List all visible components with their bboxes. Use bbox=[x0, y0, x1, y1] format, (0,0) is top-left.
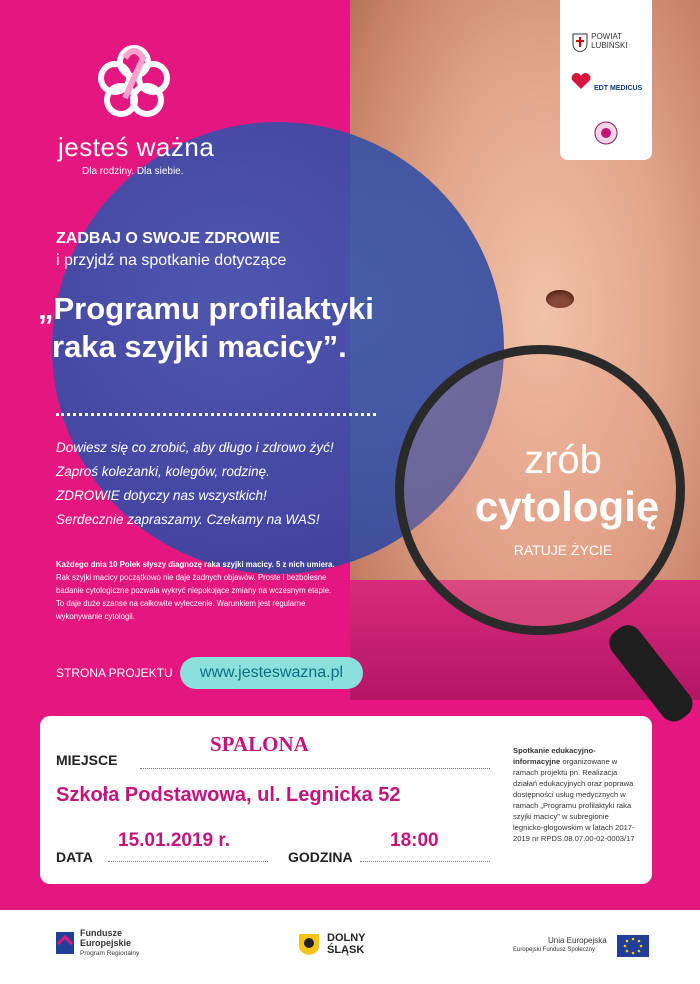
date-value: 15.01.2019 r. bbox=[118, 830, 230, 851]
heart-icon bbox=[570, 72, 592, 90]
program-title bbox=[38, 290, 458, 366]
eu-line2: Europejski Fundusz Społeczny bbox=[513, 947, 596, 953]
invitation-line: Zaproś koleżanki, kolegów, rodzinę. bbox=[56, 464, 270, 479]
place-city: SPALONA bbox=[210, 732, 309, 756]
project-info-bold: Spotkanie edukacyjno-informacyjne bbox=[513, 746, 596, 766]
slogan-cytologie: cytologię bbox=[474, 483, 660, 530]
info-bold-line: Każdego dnia 10 Polek słyszy diagnozę raka szyjki macicy. 5 z nich umiera. bbox=[56, 560, 335, 569]
slogan-zrob: zrób bbox=[524, 438, 602, 482]
round-emblem-icon bbox=[593, 120, 619, 146]
association-logo bbox=[560, 120, 652, 148]
info-line: Rak szyjki macicy początkowo nie daje żadnych objawów. Proste i bezbolesne bbox=[56, 573, 327, 582]
heading-line1: ZADBAJ O SWOJE ZDROWIE bbox=[56, 230, 281, 247]
title-line1: „Programu profilaktyki bbox=[38, 291, 374, 326]
eu-stars-icon bbox=[617, 935, 649, 957]
time-line bbox=[360, 861, 490, 862]
time-label: GODZINA bbox=[288, 849, 353, 865]
navel bbox=[546, 290, 574, 308]
footer bbox=[0, 910, 700, 984]
powiat-logo: POWIAT LUBIŃSKI bbox=[560, 32, 652, 54]
dotted-divider bbox=[56, 413, 376, 416]
date-label: DATA bbox=[56, 849, 93, 865]
place-label: MIEJSCE bbox=[56, 752, 118, 768]
time-value: 18:00 bbox=[390, 830, 439, 851]
project-label: STRONA PROJEKTU bbox=[56, 666, 173, 680]
brand-tagline: Dla rodziny. Dla siebie. bbox=[82, 166, 184, 177]
brand-name: jesteś ważna bbox=[58, 132, 215, 162]
date-line bbox=[108, 861, 268, 862]
fundusze-logo-icon bbox=[54, 930, 76, 956]
info-line: wykonywanie cytologii. bbox=[56, 612, 135, 621]
coat-of-arms-icon bbox=[571, 32, 589, 52]
heading-line2: i przyjdź na spotkanie dotyczące bbox=[56, 252, 287, 269]
project-info-text: organizowane w ramach projektu pn. Realizacja działań edukacyjnych oraz poprawa dostępności usług medycznych w ramach „Programu profilaktyki raka szyjki macicy” w subregionie legnicko-głogowskim w latach 2017-2019 nr RPDS.08.07.00-02-0003/17 bbox=[513, 757, 635, 843]
ribbon-flower-icon bbox=[95, 40, 173, 120]
fe-line2: Europejskie bbox=[80, 938, 132, 948]
invitation-list bbox=[56, 436, 334, 532]
ds-line1: DOLNY bbox=[327, 932, 366, 944]
invitation-line: Serdecznie zapraszamy. Czekamy na WAS! bbox=[56, 512, 320, 527]
fe-line3: Program Regionalny bbox=[80, 950, 140, 957]
partner-logos bbox=[560, 0, 652, 160]
eu-line1: Unia Europejska bbox=[548, 936, 607, 945]
info-paragraph bbox=[56, 558, 406, 623]
ds-line2: ŚLĄSK bbox=[327, 944, 365, 956]
project-url-link[interactable]: www.jesteswazna.pl bbox=[180, 657, 363, 689]
edt-medicus-logo: EDT MEDICUS bbox=[560, 72, 652, 92]
info-line: To daje duże szanse na całkowite wyleczenie. Warunkiem jest regularne bbox=[56, 599, 306, 608]
invitation-line: ZDROWIE dotyczy nas wszystkich! bbox=[56, 488, 267, 503]
eagle-shield-icon bbox=[297, 932, 321, 956]
project-info bbox=[513, 745, 641, 844]
title-line2: raka szyjki macicy”. bbox=[52, 329, 347, 364]
place-line bbox=[140, 768, 490, 769]
invitation-line: Dowiesz się co zrobić, aby długo i zdrowo żyć! bbox=[56, 440, 334, 455]
info-line: badanie cytologiczne pozwala wykryć niepokojące zmiany na wczesnym etapie. bbox=[56, 586, 332, 595]
slogan-ratuje: RATUJE ŻYCIE bbox=[513, 542, 613, 558]
eu-flag-icon bbox=[617, 935, 649, 957]
fe-line1: Fundusze bbox=[80, 928, 122, 938]
place-address: Szkoła Podstawowa, ul. Legnicka 52 bbox=[56, 784, 401, 806]
